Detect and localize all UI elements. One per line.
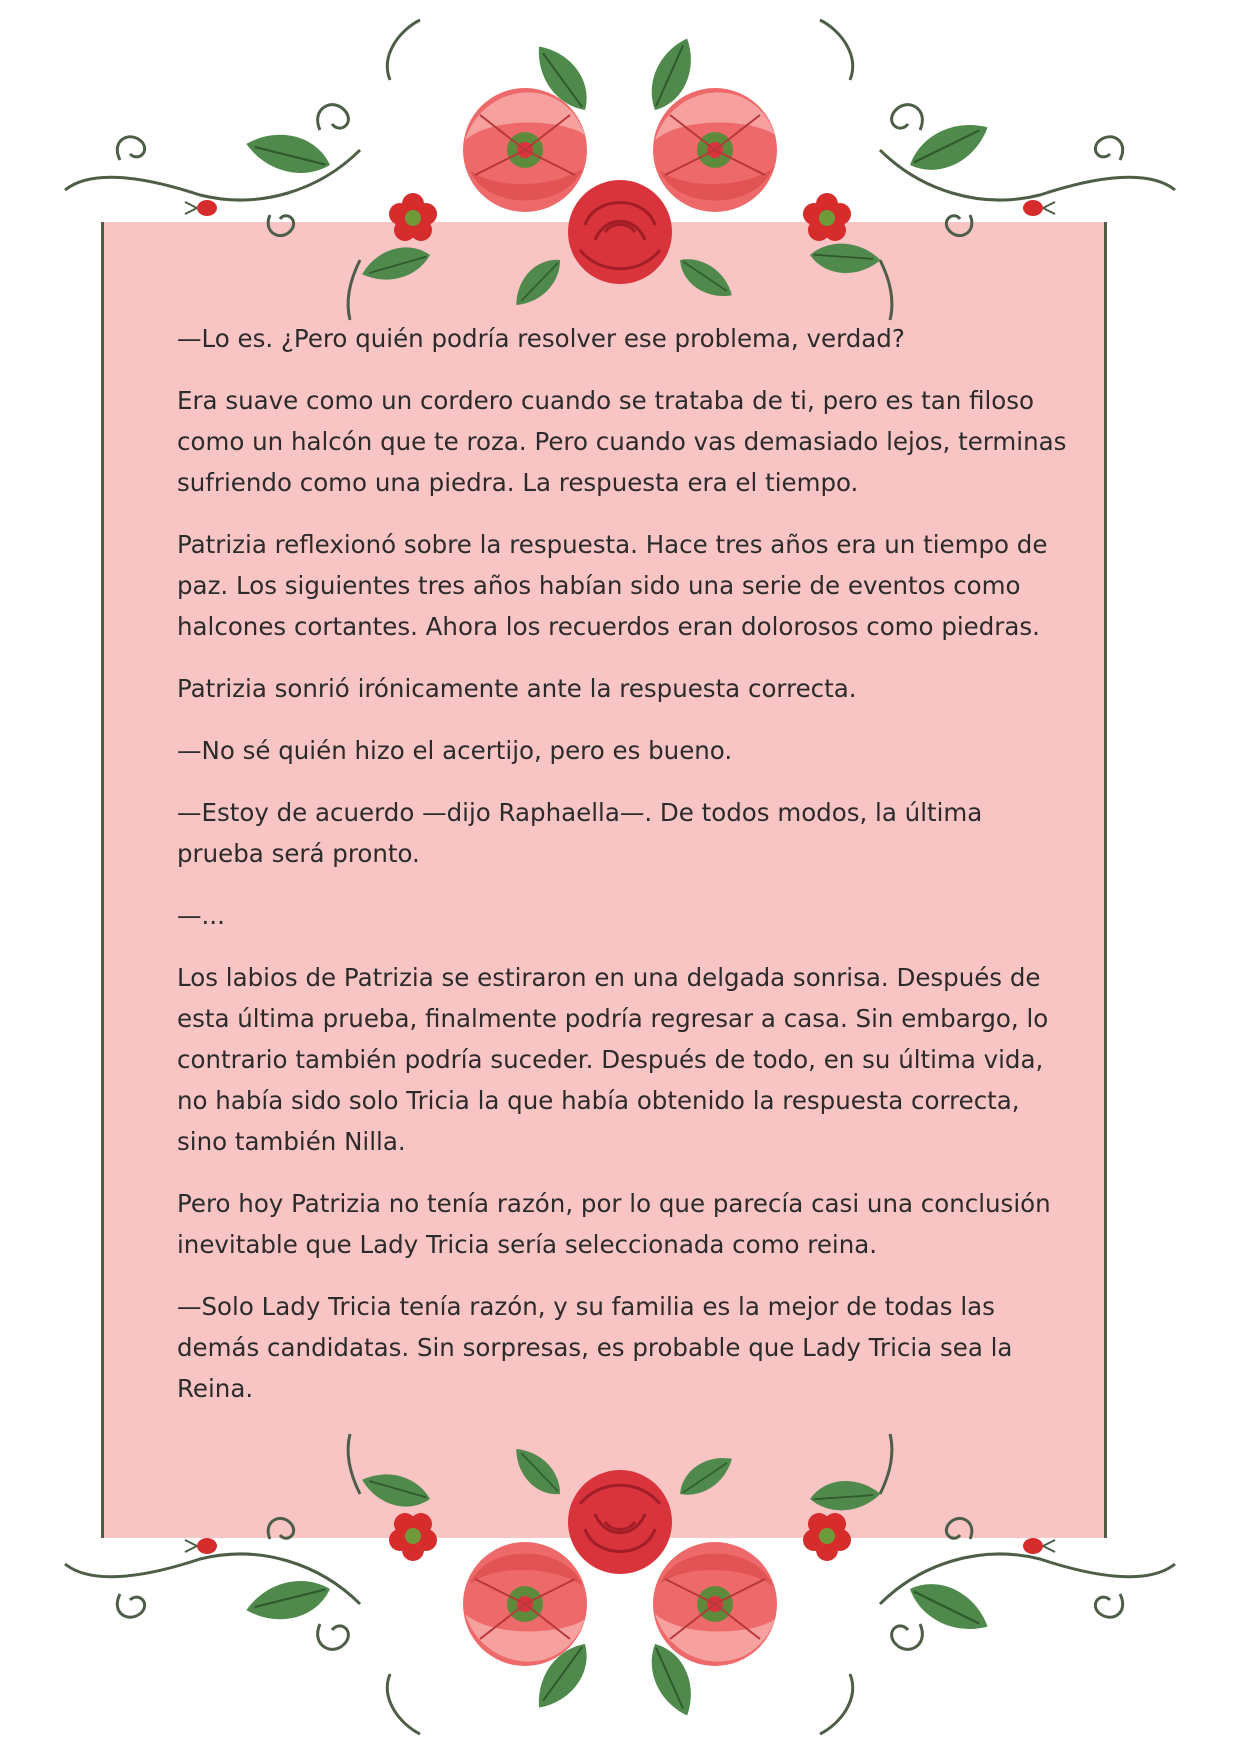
story-text [177,318,1077,1430]
paragraph: —Solo Lady Tricia tenía razón, y su familia es la mejor de todas las demás candidatas. Sin sorpresas, es probable que Lady Tricia sea la Reina. [177,1292,1013,1403]
paragraph: —Estoy de acuerdo —dijo Raphaella—. De todos modos, la última prueba será pronto. [177,798,983,868]
floral-border-top [0,0,1240,330]
paragraph: —... [177,901,225,930]
paragraph: Patrizia reflexionó sobre la respuesta. Hace tres años era un tiempo de paz. Los siguientes tres años habían sido una serie de eventos como halcones cortantes. Ahora los recuerdos eran dolorosos como piedras. [177,530,1048,641]
floral-border-bottom [0,1420,1240,1754]
paragraph: Los labios de Patrizia se estiraron en una delgada sonrisa. Después de esta última prueba, finalmente podría regresar a casa. Sin embargo, lo contrario también podría suceder. Después de todo, en su última vida, no había sido solo Tricia la que había obtenido la respuesta correcta, sino también Nilla. [177,963,1049,1156]
paragraph: Patrizia sonrió irónicamente ante la respuesta correcta. [177,674,857,703]
paragraph: —No sé quién hizo el acertijo, pero es bueno. [177,736,733,765]
paragraph: —Lo es. ¿Pero quién podría resolver ese problema, verdad? [177,324,905,353]
paragraph: Era suave como un cordero cuando se trataba de ti, pero es tan filoso como un halcón que te roza. Pero cuando vas demasiado lejos, terminas sufriendo como una piedra. La respuesta era el tiempo. [177,386,1067,497]
paragraph: Pero hoy Patrizia no tenía razón, por lo que parecía casi una conclusión inevitable que Lady Tricia sería seleccionada como reina. [177,1189,1051,1259]
